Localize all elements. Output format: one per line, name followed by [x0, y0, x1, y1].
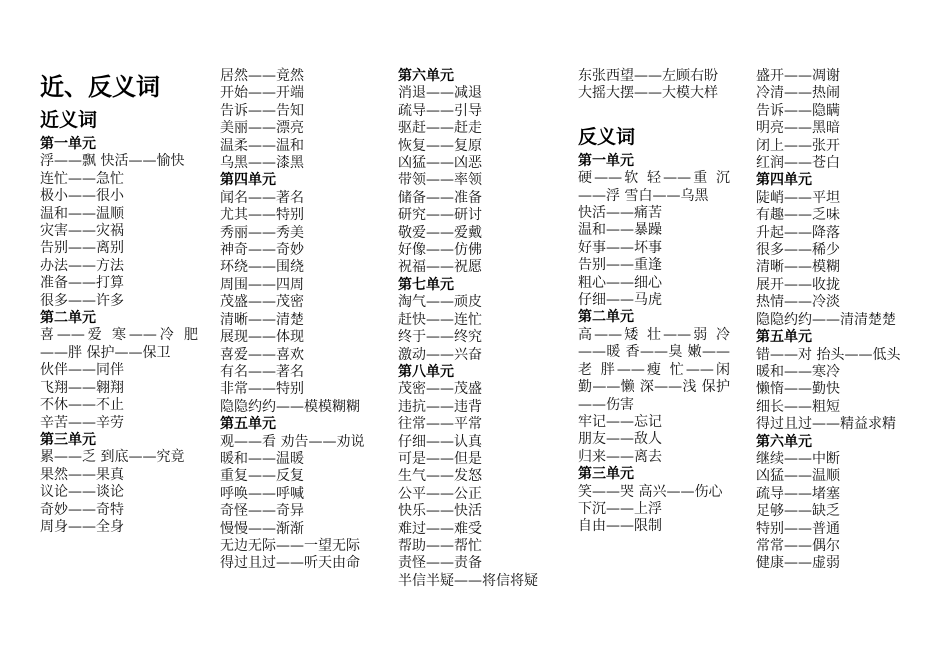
word-pair: 储备——准备: [398, 189, 482, 206]
word-pair: 环绕——围绕: [220, 259, 304, 276]
word-pair: 很多——许多: [40, 292, 124, 309]
word-pair: 恢复——复原: [398, 137, 482, 154]
word-pair: 东张西望——左顾右盼: [578, 68, 718, 84]
word-pair: 敬爱——爱戴: [398, 224, 482, 241]
word-pair: 难过——难受: [398, 520, 482, 537]
unit-heading: 第三单元: [578, 466, 634, 483]
word-pair: 大摇大摆——大模大样: [578, 85, 718, 102]
column-5: [756, 68, 908, 573]
word-pair: 隐隐约约——清清楚楚: [756, 311, 896, 328]
column-2: [220, 68, 372, 573]
antonym-list-part-2: [756, 68, 908, 573]
word-pair: 灾害——灾祸: [40, 223, 124, 240]
word-pair: 好事——坏事: [578, 239, 662, 256]
word-pair: 暖和——寒冷: [756, 363, 840, 380]
word-pair: 升起——降落: [756, 224, 840, 241]
word-pair: 朋友——敌人: [578, 431, 662, 448]
word-pair: 乌黑——漆黑: [220, 155, 304, 172]
word-pair: 牢记——忘记: [578, 413, 662, 430]
word-pair: 浮——飘 快活——愉快: [40, 153, 185, 170]
word-pair: 闭上——张开: [756, 137, 840, 154]
synonym-list-part-2: [220, 68, 372, 573]
word-pair: 茂盛——茂密: [220, 294, 304, 311]
word-pair: 仔细——马虎: [578, 292, 662, 309]
unit-heading: 第六单元: [756, 433, 812, 450]
word-pair: 细长——粗短: [756, 398, 840, 415]
word-pair: 硬——软 轻——重 沉——浮 雪白——乌黑: [578, 170, 730, 204]
word-pair: 下沉——上浮: [578, 500, 662, 517]
word-pair: 开始——开端: [220, 85, 304, 102]
word-pair: 议论——谈论: [40, 484, 124, 501]
word-pair: 呼唤——呼喊: [220, 485, 304, 502]
word-pair: 告别——重逢: [578, 257, 662, 274]
unit-heading: 第二单元: [40, 310, 96, 327]
word-pair: 冷清——热闹: [756, 85, 840, 102]
word-pair: 神奇——奇妙: [220, 242, 304, 259]
word-pair: 清晰——清楚: [220, 311, 304, 328]
unit-heading: 第一单元: [578, 152, 634, 169]
word-pair: 带领——率领: [398, 172, 482, 189]
synonym-list-part-3: [398, 68, 554, 590]
word-pair: 隐隐约约——模模糊糊: [220, 398, 360, 415]
word-pair: 温柔——温和: [220, 137, 304, 154]
word-pair: 淘气——顽皮: [398, 294, 482, 311]
word-pair: 好像——仿佛: [398, 242, 482, 259]
word-pair: 快乐——快活: [398, 503, 482, 520]
unit-heading: 第六单元: [398, 68, 454, 84]
word-pair: 有趣——乏味: [756, 207, 840, 224]
word-pair: 帮助——帮忙: [398, 537, 482, 554]
word-pair: 得过且过——精益求精: [756, 416, 896, 433]
word-pair: 喜——爱 寒——冷 肥——胖 保护——保卫: [40, 327, 198, 361]
word-pair: 消退——减退: [398, 85, 482, 102]
word-pair: 奇妙——奇特: [40, 501, 124, 518]
word-pair: 快活——痛苦: [578, 205, 662, 222]
word-pair: 半信半疑——将信将疑: [398, 572, 538, 589]
word-pair: 健康——虚弱: [756, 555, 840, 572]
synonym-list-part-4: [578, 68, 730, 103]
column-3: [398, 68, 554, 590]
word-pair: 继续——中断: [756, 450, 840, 467]
word-pair: 常常——偶尔: [756, 537, 840, 554]
word-pair: 往常——平常: [398, 416, 482, 433]
word-pair: 明亮——黑暗: [756, 120, 840, 137]
word-pair: 极小——很小: [40, 188, 124, 205]
word-pair: 辛苦——辛劳: [40, 414, 124, 431]
unit-heading: 第五单元: [756, 329, 812, 346]
column-4: [578, 68, 730, 536]
word-pair: 红润——苍白: [756, 155, 840, 172]
word-pair: 无边无际——一望无际: [220, 537, 360, 554]
word-pair: 有名——著名: [220, 363, 304, 380]
unit-heading: 第五单元: [220, 416, 276, 433]
word-pair: 违抗——违背: [398, 398, 482, 415]
word-pair: 疏导——引导: [398, 102, 482, 119]
word-pair: 清晰——模糊: [756, 259, 840, 276]
word-pair: 责怪——责备: [398, 555, 482, 572]
word-pair: 足够——缺乏: [756, 503, 840, 520]
word-pair: 办法——方法: [40, 257, 124, 274]
word-pair: 温和——温顺: [40, 205, 124, 222]
word-pair: 展现——体现: [220, 329, 304, 346]
word-pair: 生气——发怒: [398, 468, 482, 485]
word-pair: 仔细——认真: [398, 433, 482, 450]
word-pair: 笑——哭 高兴——伤心: [578, 483, 723, 500]
word-pair: 告诉——隐瞒: [756, 102, 840, 119]
word-pair: 公平——公正: [398, 485, 482, 502]
unit-heading: 第三单元: [40, 431, 96, 448]
word-pair: 粗心——细心: [578, 274, 662, 291]
word-pair: 非常——特别: [220, 381, 304, 398]
unit-heading: 第二单元: [578, 309, 634, 326]
word-pair: 疏导——堵塞: [756, 485, 840, 502]
word-pair: 秀丽——秀美: [220, 224, 304, 241]
word-pair: 赶快——连忙: [398, 311, 482, 328]
word-pair: 茂密——茂盛: [398, 381, 482, 398]
word-pair: 美丽——漂亮: [220, 120, 304, 137]
word-pair: 连忙——急忙: [40, 170, 124, 187]
word-pair: 特别——普通: [756, 520, 840, 537]
word-pair: 重复——反复: [220, 468, 304, 485]
word-pair: 可是——但是: [398, 450, 482, 467]
word-pair: 终于——终究: [398, 329, 482, 346]
word-pair: 驱赶——赶走: [398, 120, 482, 137]
word-pair: 祝福——祝愿: [398, 259, 482, 276]
word-pair: 周身——全身: [40, 518, 124, 535]
word-pair: 居然——竟然: [220, 68, 304, 84]
unit-heading: 第四单元: [756, 172, 812, 189]
word-pair: 喜爱——喜欢: [220, 346, 304, 363]
spacer: [578, 103, 730, 125]
word-pair: 凶猛——温顺: [756, 468, 840, 485]
word-pair: 热情——冷淡: [756, 294, 840, 311]
word-pair: 很多——稀少: [756, 242, 840, 259]
word-pair: 累——乏 到底——究竟: [40, 449, 185, 466]
word-pair: 慢慢——渐渐: [220, 520, 304, 537]
unit-heading: 第四单元: [220, 172, 276, 189]
antonym-list-part-1: [578, 153, 730, 536]
column-1: [40, 68, 198, 536]
word-pair: 不休——不止: [40, 397, 124, 414]
antonym-heading: 反义词: [578, 125, 636, 148]
word-pair: 盛开——凋谢: [756, 68, 840, 84]
word-pair: 得过且过——听天由命: [220, 555, 360, 572]
word-pair: 激动——兴奋: [398, 346, 482, 363]
word-pair: 研究——研讨: [398, 207, 482, 224]
word-pair: 观——看 劝告——劝说: [220, 433, 365, 450]
word-pair: 自由——限制: [578, 518, 662, 535]
word-pair: 归来——离去: [578, 448, 662, 465]
word-pair: 懒惰——勤快: [756, 381, 840, 398]
word-pair: 伙伴——同伴: [40, 362, 124, 379]
word-pair: 尤其——特别: [220, 207, 304, 224]
word-pair: 奇怪——奇异: [220, 503, 304, 520]
synonym-heading: 近义词: [40, 109, 98, 131]
word-pair: 果然——果真: [40, 466, 124, 483]
word-pair: 暖和——温暖: [220, 450, 304, 467]
word-pair: 展开——收拢: [756, 276, 840, 293]
word-pair: 高——矮 壮——弱 冷——暖 香——臭 嫩——老 胖——瘦 忙——闲 勤——懒 深——浅 保护——伤害: [578, 326, 730, 413]
unit-heading: 第一单元: [40, 136, 96, 152]
synonym-list-part-1: [40, 136, 198, 536]
word-pair: 闻名——著名: [220, 189, 304, 206]
word-pair: 周围——四周: [220, 276, 304, 293]
document-title: 近、反义词: [40, 73, 160, 101]
word-pair: 凶猛——凶恶: [398, 155, 482, 172]
word-pair: 告别——离别: [40, 240, 124, 257]
word-pair: 陡峭——平坦: [756, 189, 840, 206]
unit-heading: 第七单元: [398, 276, 454, 293]
word-pair: 温和——暴躁: [578, 222, 662, 239]
word-pair: 飞翔——翱翔: [40, 379, 124, 396]
word-pair: 告诉——告知: [220, 102, 304, 119]
word-pair: 错——对 抬头——低头: [756, 346, 901, 363]
word-pair: 准备——打算: [40, 275, 124, 292]
unit-heading: 第八单元: [398, 363, 454, 380]
